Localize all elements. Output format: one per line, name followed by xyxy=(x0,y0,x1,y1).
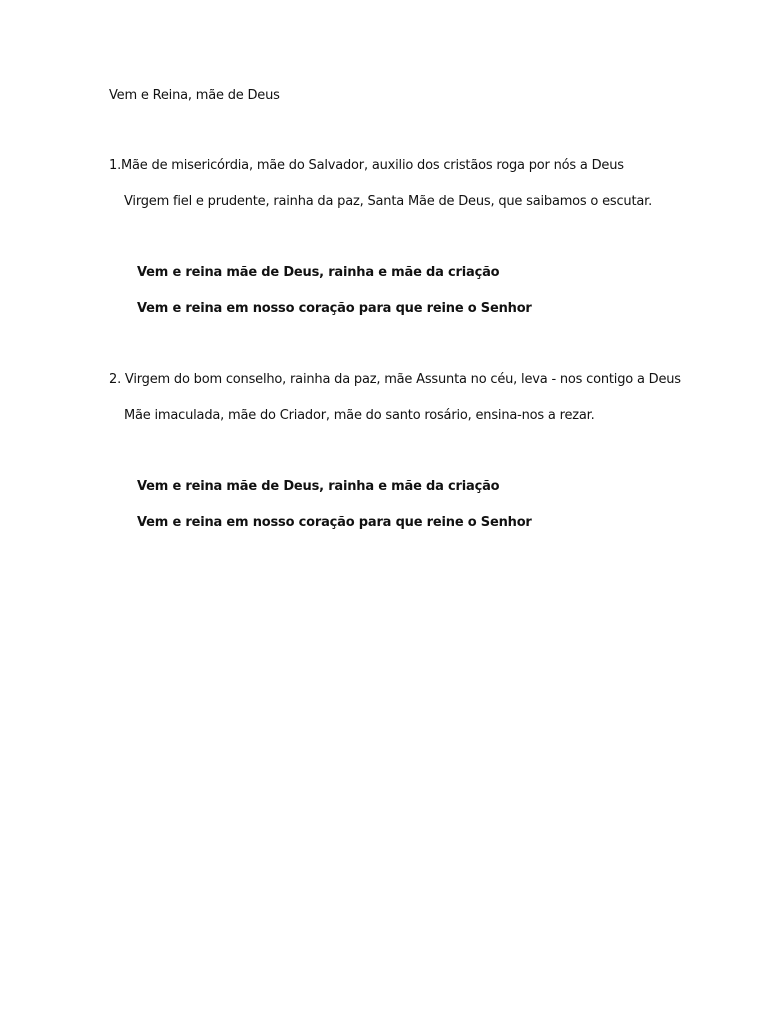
verse-1-line-2: Virgem fiel e prudente, rainha da paz, Santa Mãe de Deus, que saibamos o escutar. xyxy=(124,194,653,209)
verse-2-line-1: 2. Virgem do bom conselho, rainha da paz, mãe Assunta no céu, leva - nos contigo a Deus xyxy=(109,372,681,387)
refrain-2-line-1: Vem e reina mãe de Deus, rainha e mãe da criação xyxy=(137,479,500,494)
refrain-1-line-2: Vem e reina em nosso coração para que reine o Senhor xyxy=(137,301,532,316)
refrain-1-line-1: Vem e reina mãe de Deus, rainha e mãe da criação xyxy=(137,265,500,280)
verse-1-line-1: 1.Mãe de misericórdia, mãe do Salvador, auxilio dos cristãos roga por nós a Deus xyxy=(109,158,624,173)
document-title: Vem e Reina, mãe de Deus xyxy=(109,88,280,103)
refrain-2-line-2: Vem e reina em nosso coração para que reine o Senhor xyxy=(137,515,532,530)
verse-2-line-2: Mãe imaculada, mãe do Criador, mãe do santo rosário, ensina-nos a rezar. xyxy=(124,408,595,423)
